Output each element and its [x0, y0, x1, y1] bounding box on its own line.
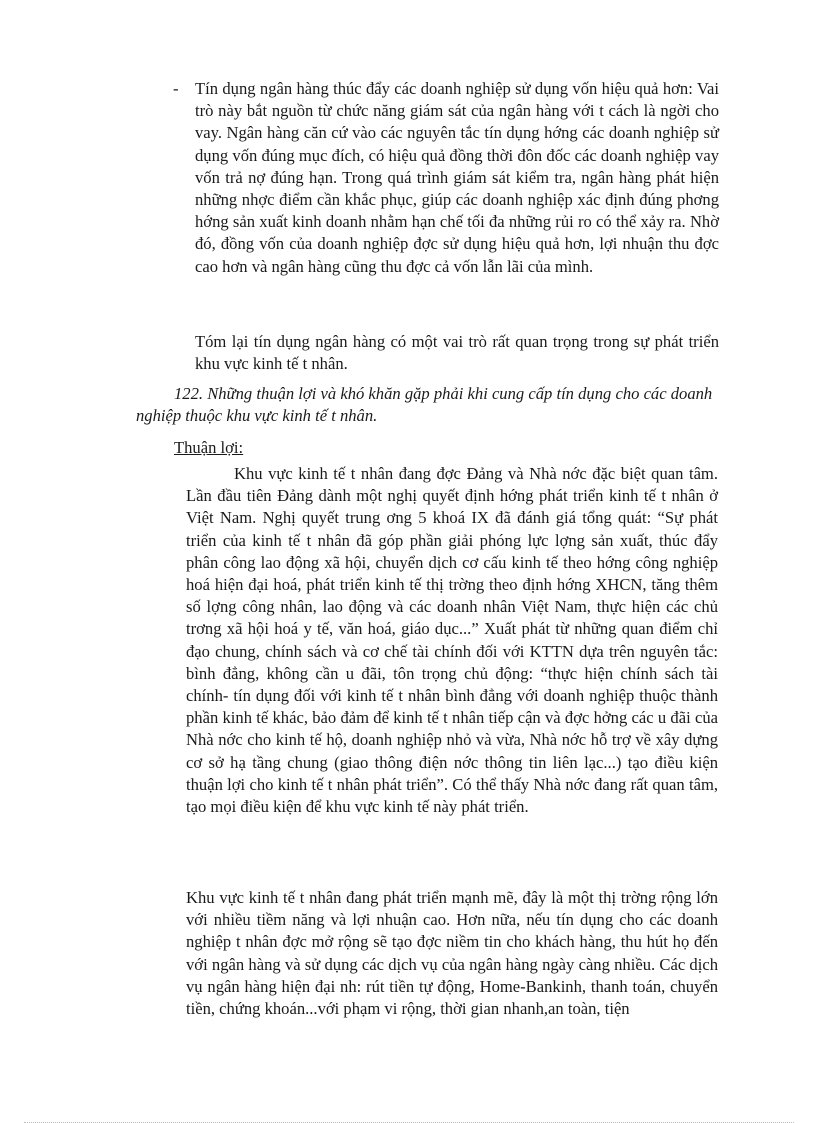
body-paragraph-1: Khu vực kinh tế t nhân đang đợc Đảng và Nhà nớc đặc biệt quan tâm. Lần đầu tiên Đảng dành một nghị quyết định hớng phát triển kinh tế t nhân ở Việt Nam. Nghị quyết trung ơng 5 khoá IX đã đánh giá tổng quát: “Sự phát triển của kinh tế t nhân đã góp phần giải phóng lực lợng sản xuất, thúc đẩy phân công lao động xã hội, chuyển dịch cơ cấu kinh tế theo hớng công nghiệp hoá hiện đại hoá, phát triển kinh tế thị trờng theo định hớng XHCN, tăng thêm số lợng công nhân, lao động và các doanh nhân Việt Nam, thực hiện các chủ trơng xã hội hoá y tế, văn hoá, giáo dục...” Xuất phát từ những quan điểm chỉ đạo chung, chính sách và cơ chế tài chính đối với KTTN dựa trên nguyên tắc: bình đẳng, không cần u đãi, tôn trọng chủ động: “thực hiện chính sách tài chính- tín dụng đối với kinh tế t nhân bình đẳng với doanh nghiệp thuộc thành phần kinh tế khác, bảo đảm để kinh tế t nhân tiếp cận và đợc hởng các u đãi của Nhà nớc cho kinh tế hộ, doanh nghiệp nhỏ và vừa, Nhà nớc hỗ trợ về xây dựng cơ sở hạ tầng chung (giao thông điện nớc thông tin liên lạc...) tạo điều kiện thuận lợi cho kinh tế t nhân phát triển”. Có thể thấy Nhà nớc đang rất quan tâm, tạo mọi điều kiện để khu vực kinh tế này phát triển.: [186, 464, 718, 817]
bullet-paragraph: Tín dụng ngân hàng thúc đẩy các doanh nghiệp sử dụng vốn hiệu quả hơn: Vai trò này bắt nguồn từ chức năng giám sát của ngân hàng với t cách là ngời cho vay. Ngân hàng căn cứ vào các nguyên tắc tín dụng hớng các doanh nghiệp sử dụng vốn đúng mục đích, có hiệu quả đồng thời đôn đốc các doanh nghiệp vay vốn trả nợ đúng hạn. Trong quá trình giám sát kiểm tra, ngân hàng phát hiện những nhợc điểm cần khắc phục, giúp các doanh nghiệp xác định đúng phơng hớng sản xuất kinh doanh nhằm hạn chế tối đa những rủi ro có thể xảy ra. Nhờ đó, đồng vốn của doanh nghiệp đợc sử dụng hiệu quả hơn, lợi nhuận thu đợc cao hơn và ngân hàng cũng thu đợc cả vốn lẫn lãi của mình.: [195, 79, 719, 276]
body-paragraph-2: Khu vực kinh tế t nhân đang phát triển mạnh mẽ, đây là một thị trờng rộng lớn với nhiều tiềm năng và lợi nhuận cao. Hơn nữa, nếu tín dụng cho các doanh nghiệp t nhân đợc mở rộng sẽ tạo đợc niềm tin cho khách hàng, thu hút họ đến với ngân hàng và sử dụng các dịch vụ của ngân hàng ngày càng nhiều. Các dịch vụ ngân hàng hiện đại nh: rút tiền tự động, Home-Bankinh, thanh toán, chuyển tiền, chứng khoán...với phạm vi rộng, thời gian nhanh,an toàn, tiện: [186, 888, 718, 1019]
section-heading: 122. Những thuận lợi và khó khăn gặp phải khi cung cấp tín dụng cho các doanh nghiệp thuộc khu vực kinh tế t nhân.: [136, 384, 713, 426]
subheading: Thuận lợi:: [174, 438, 244, 457]
bullet-marker: -: [173, 79, 179, 98]
summary-paragraph: Tóm lại tín dụng ngân hàng có một vai trò rất quan trọng trong sự phát triển khu vực kinh tế t nhân.: [195, 332, 719, 374]
